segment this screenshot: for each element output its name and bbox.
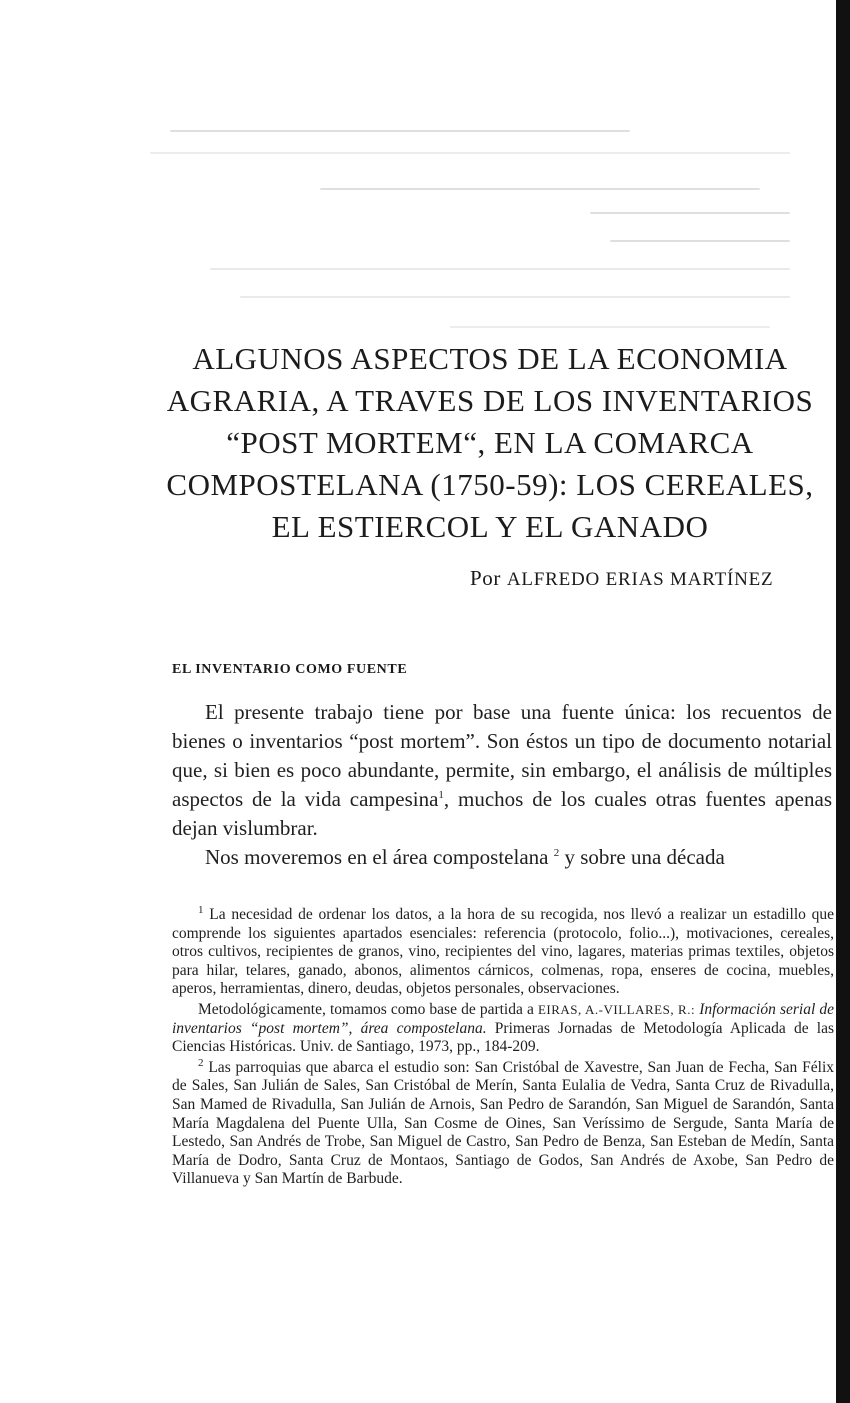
- footnote: [172, 1001, 834, 1057]
- title-line: “POST MORTEM“, EN LA COMARCA: [226, 425, 754, 460]
- footnote-ref: 2: [553, 847, 560, 859]
- footnote: [172, 903, 834, 999]
- title-line: ALGUNOS ASPECTOS DE LA ECONOMIA: [192, 341, 788, 376]
- article-title: [150, 338, 830, 548]
- scan-edge-bar: [836, 0, 850, 1403]
- bleed-through-texture: [150, 100, 810, 340]
- footnote-ref: 1: [438, 789, 444, 801]
- paragraph-text: , muchos de los cuales otras fuentes apenas dejan vislumbrar.: [172, 787, 832, 840]
- title-line: AGRARIA, A TRAVES DE LOS INVENTARIOS: [166, 383, 814, 418]
- author-name: ALFREDO ERIAS MARTÍNEZ: [506, 569, 774, 590]
- title-line: EL ESTIERCOL Y EL GANADO: [271, 509, 709, 544]
- paragraph-text: Nos moveremos en el área compostelana: [205, 845, 549, 869]
- body-text: [172, 698, 832, 872]
- cited-authors: EIRAS, A.-VILLARES, R.:: [537, 1001, 696, 1017]
- title-line: COMPOSTELANA (1750-59): LOS CEREALES,: [166, 467, 814, 502]
- footnote-number: 1: [198, 903, 204, 916]
- footnote-text: La necesidad de ordenar los datos, a la hora de su recogida, nos llevó a realizar un estadillo que comprende los siguientes apartados esenciales: referencia (protocolo, folio...), motivaciones, cereales, otros cultivos, recipientes de granos, vino, recipientes del vino, lagares, materias primas textiles, objetos para hilar, telares, ganado, abonos, alimentos cárnicos, colmenas, ropa, enseres de cocina, muebles, aperos, herramientas, dinero, deudas, objetos personales, observaciones.: [172, 906, 834, 998]
- paragraph-text: El presente trabajo tiene por base una fuente única: los recuentos de bienes o inventarios “post mortem”. Son éstos un tipo de documento notarial que, si bien es poco abundante, permite, sin embargo, el análisis de múltiples aspectos de la vida campesina: [172, 700, 832, 811]
- footnote-text: Metodológicamente, tomamos como base de partida a: [198, 1000, 534, 1018]
- author-byline: [470, 566, 840, 591]
- footnote-text: Primeras Jornadas de Metodología Aplicada de las Ciencias Históricas. Univ. de Santiago, 1973, pp., 184-209.: [172, 1019, 834, 1056]
- paragraph: [172, 698, 832, 843]
- footnotes: [172, 903, 835, 1189]
- author-prefix: Por: [470, 566, 501, 590]
- footnote-number: 2: [198, 1056, 204, 1069]
- footnote: [172, 1056, 835, 1189]
- paragraph-text: y sobre una década: [559, 845, 725, 869]
- cited-title: Información serial de inventarios “post mortem”, área compostelana.: [172, 1000, 834, 1037]
- paragraph: [172, 843, 832, 872]
- footnote-text: Las parroquias que abarca el estudio son: San Cristóbal de Xavestre, San Juan de Fecha, San Félix de Sales, San Julián de Sales, San Cristóbal de Merín, Santa Eulalia de Vedra, Santa Cruz de Rivadulla, San Mamed de Rivadulla, San Julián de Arnois, San Pedro de Sarandón, San Miguel de Sarandón, Santa María Magdalena del Puente Ulla, San Cosme de Oines, San Veríssimo de Sergude, Santa María de Lestedo, San Andrés de Trobe, San Miguel de Castro, San Pedro de Benza, San Esteban de Medín, Santa María de Dodro, Santa Cruz de Montaos, Santiago de Godos, San Andrés de Axobe, San Pedro de Villanueva y San Martín de Barbude.: [172, 1058, 835, 1188]
- section-heading: EL INVENTARIO COMO FUENTE: [172, 662, 408, 677]
